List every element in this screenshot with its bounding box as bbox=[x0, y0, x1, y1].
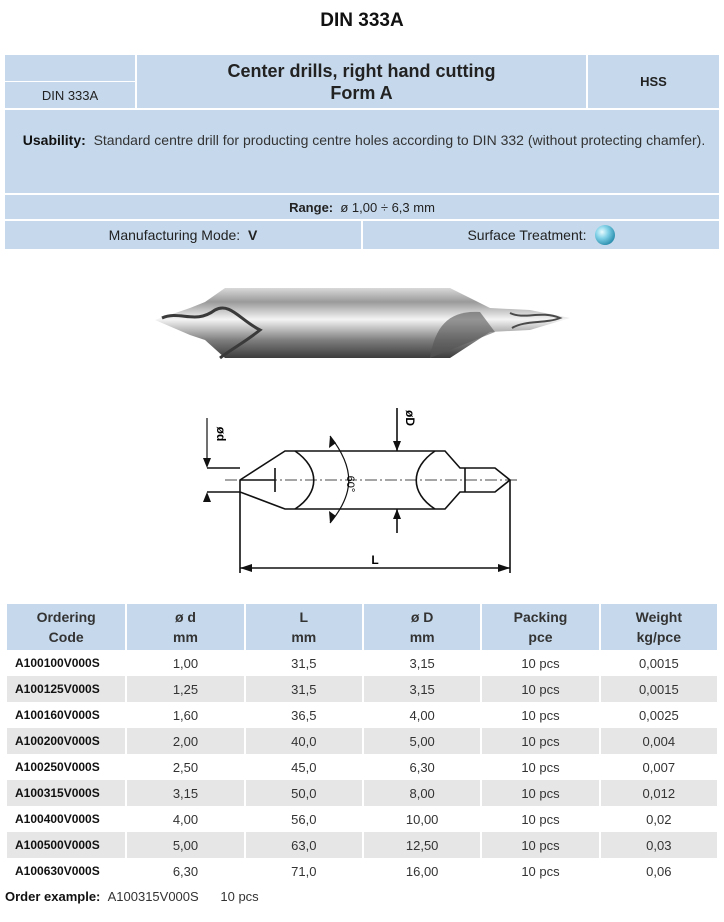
cell-weight: 0,004 bbox=[601, 728, 717, 754]
table-row bbox=[7, 676, 717, 702]
cell-packing: 10 pcs bbox=[482, 676, 598, 702]
manufacturing-value: V bbox=[247, 227, 258, 243]
material-label: HSS bbox=[588, 55, 719, 108]
cell-packing: 10 pcs bbox=[521, 655, 560, 671]
cell-weight: 0,007 bbox=[642, 759, 676, 775]
order-example-label: Order example: bbox=[5, 889, 101, 904]
table-row bbox=[7, 858, 717, 884]
cell-l: 31,5 bbox=[246, 676, 362, 702]
cell-l: 36,5 bbox=[291, 707, 317, 723]
cell-code: A100200V000S bbox=[7, 728, 125, 754]
cell-D: 12,50 bbox=[364, 832, 480, 858]
cell-D: 6,30 bbox=[409, 759, 435, 775]
cell-d: 6,30 bbox=[172, 863, 199, 879]
order-example-code: A100315V000S bbox=[107, 889, 199, 904]
cell-D: 3,15 bbox=[409, 655, 435, 671]
cell-D: 10,00 bbox=[405, 811, 439, 827]
table-row bbox=[7, 728, 717, 754]
cell-d: 2,00 bbox=[127, 728, 243, 754]
product-header bbox=[5, 55, 719, 108]
cell-l: 45,0 bbox=[291, 759, 317, 775]
cell-code: A100400V000S bbox=[15, 812, 100, 826]
cell-l: 31,5 bbox=[291, 655, 317, 671]
product-name-line2: Form A bbox=[330, 82, 393, 103]
drill-photo bbox=[150, 280, 575, 365]
order-example-qty: 10 pcs bbox=[220, 889, 259, 904]
cell-D: 16,00 bbox=[405, 863, 439, 879]
range-value: ø 1,00 ÷ 6,3 mm bbox=[340, 199, 435, 215]
table-header-row bbox=[7, 604, 717, 650]
header-blank-cell bbox=[5, 55, 135, 81]
cell-D: 3,15 bbox=[364, 676, 480, 702]
col-header-l: L mm bbox=[246, 604, 362, 650]
surface-label: Surface Treatment: bbox=[467, 227, 587, 243]
cell-weight: 0,03 bbox=[601, 832, 717, 858]
surface-treatment-ball-icon bbox=[595, 225, 615, 245]
manufacturing-label: Manufacturing Mode: bbox=[108, 227, 241, 243]
cell-code: A100630V000S bbox=[15, 864, 100, 878]
cell-weight: 0,012 bbox=[601, 780, 717, 806]
cell-packing: 10 pcs bbox=[521, 759, 560, 775]
product-name-line1: Center drills, right hand cutting bbox=[227, 60, 496, 81]
cell-code: A100160V000S bbox=[15, 708, 100, 722]
spec-table bbox=[5, 604, 719, 884]
cell-d: 1,00 bbox=[172, 655, 199, 671]
D-label: øD bbox=[403, 410, 417, 426]
cell-l: 71,0 bbox=[291, 863, 317, 879]
usability-text: Standard centre drill for producting centre holes according to DIN 332 (without protecting chamfer). bbox=[93, 132, 706, 148]
cell-code: A100100V000S bbox=[15, 656, 100, 670]
col-header-weight: Weight kg/pce bbox=[601, 604, 717, 650]
usability-label: Usability: bbox=[22, 132, 86, 148]
col-header-packing: Packing pce bbox=[482, 604, 598, 650]
table-row bbox=[7, 650, 717, 676]
table-row bbox=[7, 754, 717, 780]
standard-label: DIN 333A bbox=[5, 82, 135, 108]
angle-label: 60° bbox=[344, 475, 356, 493]
length-label: L bbox=[371, 553, 379, 567]
table-row bbox=[7, 780, 717, 806]
cell-D: 8,00 bbox=[364, 780, 480, 806]
cell-packing: 10 pcs bbox=[482, 728, 598, 754]
cell-l: 40,0 bbox=[246, 728, 362, 754]
col-header-D: ø D mm bbox=[364, 604, 480, 650]
cell-packing: 10 pcs bbox=[521, 811, 560, 827]
cell-packing: 10 pcs bbox=[521, 707, 560, 723]
cell-D: 5,00 bbox=[364, 728, 480, 754]
usability-section bbox=[5, 110, 719, 193]
cell-d: 3,15 bbox=[127, 780, 243, 806]
cell-D: 4,00 bbox=[409, 707, 435, 723]
cell-weight: 0,0015 bbox=[601, 676, 717, 702]
range-row bbox=[5, 195, 719, 219]
surface-treatment bbox=[363, 221, 719, 249]
cell-weight: 0,0025 bbox=[638, 707, 679, 723]
col-header-d: ø d mm bbox=[127, 604, 243, 650]
technical-drawing bbox=[195, 398, 525, 583]
cell-code: A100250V000S bbox=[15, 760, 100, 774]
cell-d: 4,00 bbox=[172, 811, 199, 827]
d-label: ød bbox=[214, 426, 228, 442]
cell-code: A100500V000S bbox=[7, 832, 125, 858]
cell-d: 2,50 bbox=[172, 759, 199, 775]
cell-l: 50,0 bbox=[246, 780, 362, 806]
cell-d: 1,60 bbox=[172, 707, 199, 723]
cell-d: 5,00 bbox=[127, 832, 243, 858]
cell-packing: 10 pcs bbox=[482, 832, 598, 858]
page-title: DIN 333A bbox=[320, 10, 404, 31]
cell-d: 1,25 bbox=[127, 676, 243, 702]
table-row bbox=[7, 702, 717, 728]
cell-packing: 10 pcs bbox=[482, 780, 598, 806]
order-example bbox=[5, 889, 259, 904]
cell-l: 63,0 bbox=[246, 832, 362, 858]
cell-code: A100125V000S bbox=[7, 676, 125, 702]
cell-l: 56,0 bbox=[291, 811, 317, 827]
cell-weight: 0,0015 bbox=[638, 655, 679, 671]
cell-weight: 0,02 bbox=[646, 811, 672, 827]
cell-code: A100315V000S bbox=[7, 780, 125, 806]
range-label: Range: bbox=[289, 199, 334, 215]
col-header-code: Ordering Code bbox=[7, 604, 125, 650]
cell-weight: 0,06 bbox=[646, 863, 672, 879]
cell-packing: 10 pcs bbox=[521, 863, 560, 879]
product-name bbox=[137, 55, 586, 108]
table-row bbox=[7, 832, 717, 858]
table-row bbox=[7, 806, 717, 832]
manufacturing-mode bbox=[5, 221, 361, 249]
